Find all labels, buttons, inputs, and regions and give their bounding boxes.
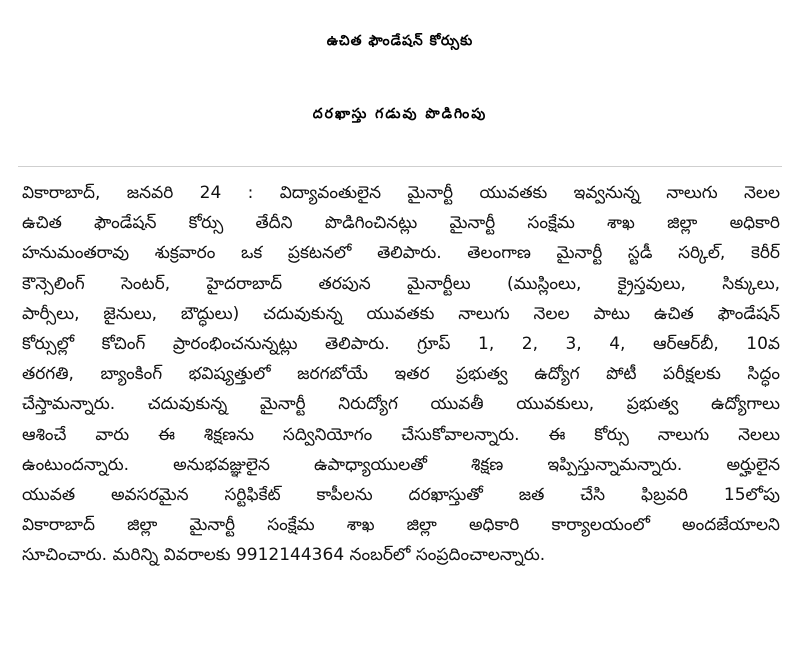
body-line: తరగతి, బ్యాంకింగ్ భవిష్యత్తులో జరగబోయే ఇతర ప్రభుత్వ ఉద్యోగ పోటీ పరీక్షలకు సిద్ధం: [22, 364, 780, 385]
body-line: వికారాబాద్, జనవరి 24 : విద్యావంతులైన మైనార్టీ యువతకు ఇవ్వనున్న నాలుగు నెలల: [22, 183, 780, 203]
headline-block: [0, 14, 800, 156]
article-body: [22, 178, 780, 570]
main-headline: దరఖాస్తు గడువు పొడిగింపు: [312, 106, 488, 122]
body-line: పార్సీలు, జైనులు, బౌద్ధులు) చదువుకున్న యువతకు నాలుగు నెలల పాటు ఉచిత ఫౌండేషన్: [22, 303, 780, 324]
body-line: కౌన్సెలింగ్ సెంటర్, హైదరాబాద్ తరపున మైనార్టీలు (ముస్లింలు, క్రైస్తవులు, సిక్కులు,: [22, 273, 780, 294]
body-line: ఆశించే వారు ఈ శిక్షణను సద్వినియోగం చేసుకోవాలన్నారు. ఈ కోర్సు నాలుగు నెలలు: [22, 424, 780, 445]
body-line: యువత అవసరమైన సర్టిఫికేట్ కాపీలను దరఖాస్తుతో జత చేసి ఫిబ్రవరి 15లోపు: [22, 484, 780, 505]
headline-divider: [18, 166, 782, 167]
body-line: హనుమంతరావు శుక్రవారం ఒక ప్రకటనలో తెలిపారు. తెలంగాణ మైనార్టీ స్టడీ సర్కిల్, కెరీర్: [22, 243, 780, 264]
body-line: వికారాబాద్ జిల్లా మైనార్టీ సంక్షేమ శాఖ జిల్లా అధికారి కార్యాలయంలో అందజేయాలని: [22, 515, 780, 536]
body-line: కోర్సుల్లో కోచింగ్ ప్రారంభించనున్నట్లు తెలిపారు. గ్రూప్ 1, 2, 3, 4, ఆర్ఆర్‌బీ, 10వ: [22, 333, 780, 354]
body-line: ఉచిత ఫౌండేషన్ కోర్సు తేదీని పొడిగించినట్లు మైనార్టీ సంక్షేమ శాఖ జిల్లా అధికారి: [22, 213, 780, 234]
kicker-headline: ఉచిత ఫౌండేషన్ కోర్సుకు: [326, 33, 474, 49]
body-line: ఉంటుందన్నారు. అనుభవజ్ఞులైన ఉపాధ్యాయులతో శిక్షణ ఇప్పిస్తున్నామన్నారు. అర్హులైన: [22, 454, 780, 475]
body-line: చేస్తామన్నారు. చదువుకున్న మైనార్టీ నిరుద్యోగ యువతీ యువకులు, ప్రభుత్వ ఉద్యోగాలు: [22, 394, 780, 415]
body-line-last: సూచించారు. మరిన్ని వివరాలకు 9912144364 నంబర్‌లో సంప్రదించాలన్నారు.: [22, 545, 546, 566]
